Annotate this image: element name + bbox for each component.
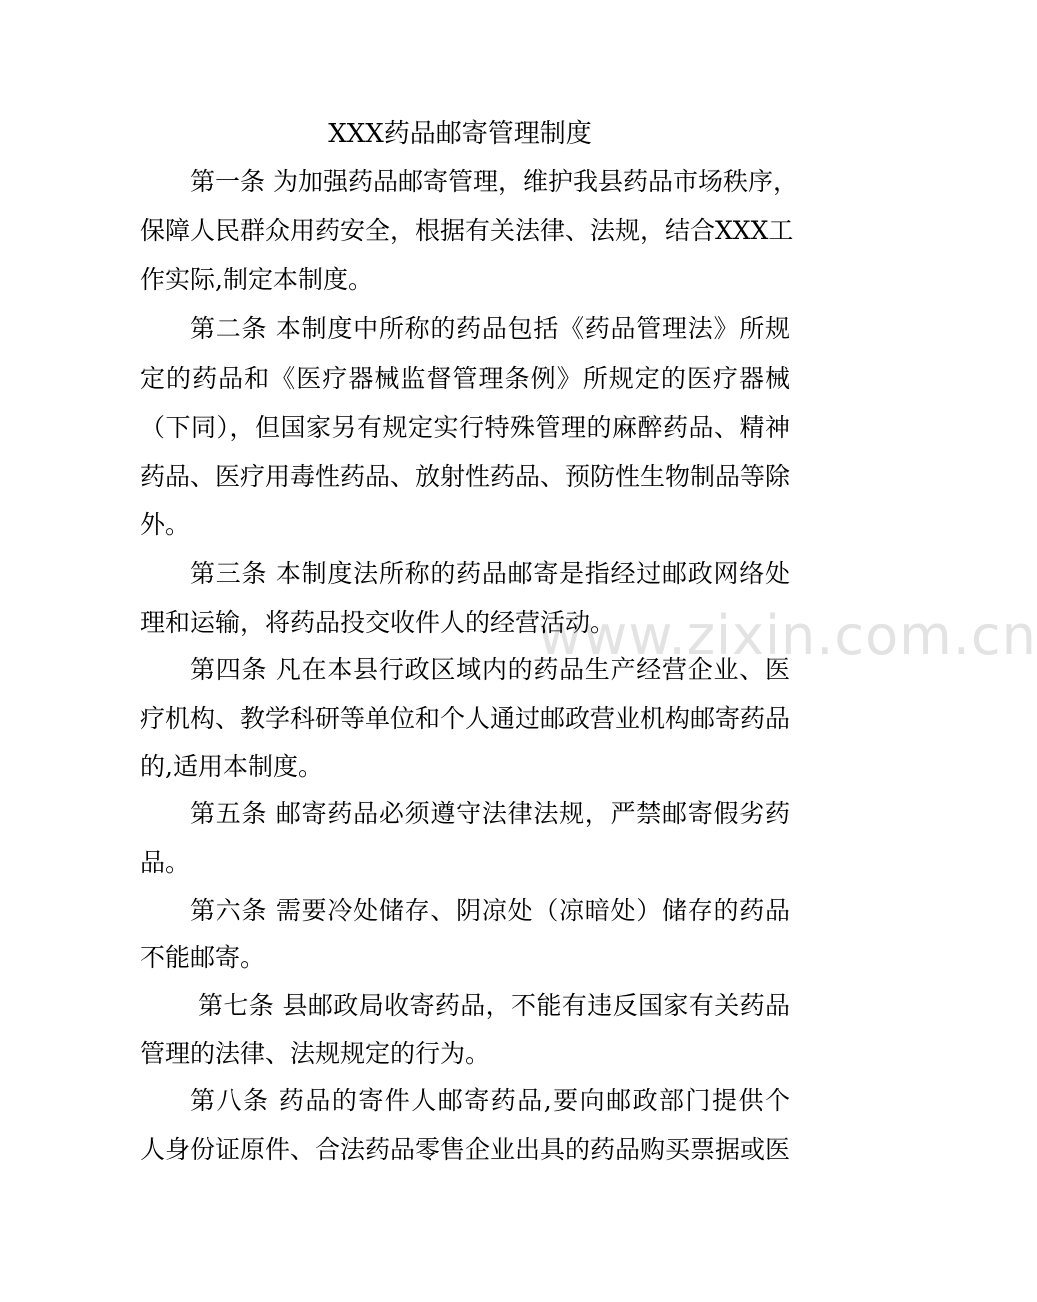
article-7-line-2: 管理的法律、法规规定的行为。: [140, 1039, 491, 1068]
article-2-line-4: 药品、医疗用毒性药品、放射性药品、预防性生物制品等除: [140, 462, 791, 491]
article-7-line-1: 第七条 县邮政局收寄药品，不能有违反国家有关药品: [198, 991, 790, 1020]
article-3-line-2: 理和运输，将药品投交收件人的经营活动。: [140, 608, 616, 637]
article-6-line-1: 第六条 需要冷处储存、阴凉处（凉暗处）储存的药品: [190, 896, 790, 925]
article-2-line-1: 第二条 本制度中所称的药品包括《药品管理法》所规: [190, 314, 790, 343]
article-2-line-2: 定的药品和《医疗器械监督管理条例》所规定的医疗器械: [140, 364, 790, 393]
article-1-line-2: 保障人民群众用药安全，根据有关法律、法规，结合XXX工: [140, 216, 794, 245]
article-1-line-3: 作实际,制定本制度。: [140, 265, 373, 294]
watermark: www.zixin.com.cn: [538, 604, 1037, 667]
document-title: XXX药品邮寄管理制度: [328, 119, 592, 149]
article-4-line-1: 第四条 凡在本县行政区域内的药品生产经营企业、医: [190, 655, 790, 684]
article-5-line-1: 第五条 邮寄药品必须遵守法律法规，严禁邮寄假劣药: [190, 799, 790, 828]
article-8-line-1: 第八条 药品的寄件人邮寄药品,要向邮政部门提供个: [190, 1086, 790, 1115]
article-8-line-2: 人身份证原件、合法药品零售企业出具的药品购买票据或医: [140, 1135, 791, 1164]
article-1-line-1: 第一条 为加强药品邮寄管理，维护我县药品市场秩序，: [190, 167, 798, 196]
article-2-line-5: 外。: [140, 510, 191, 539]
article-5-line-2: 品。: [140, 848, 191, 877]
article-2-line-3: （下同），但国家另有规定实行特殊管理的麻醉药品、精神: [140, 413, 790, 442]
article-4-line-2: 疗机构、教学科研等单位和个人通过邮政营业机构邮寄药品: [140, 704, 791, 733]
article-4-line-3: 的,适用本制度。: [140, 752, 323, 781]
article-6-line-2: 不能邮寄。: [140, 943, 266, 972]
article-3-line-1: 第三条 本制度法所称的药品邮寄是指经过邮政网络处: [190, 559, 790, 588]
